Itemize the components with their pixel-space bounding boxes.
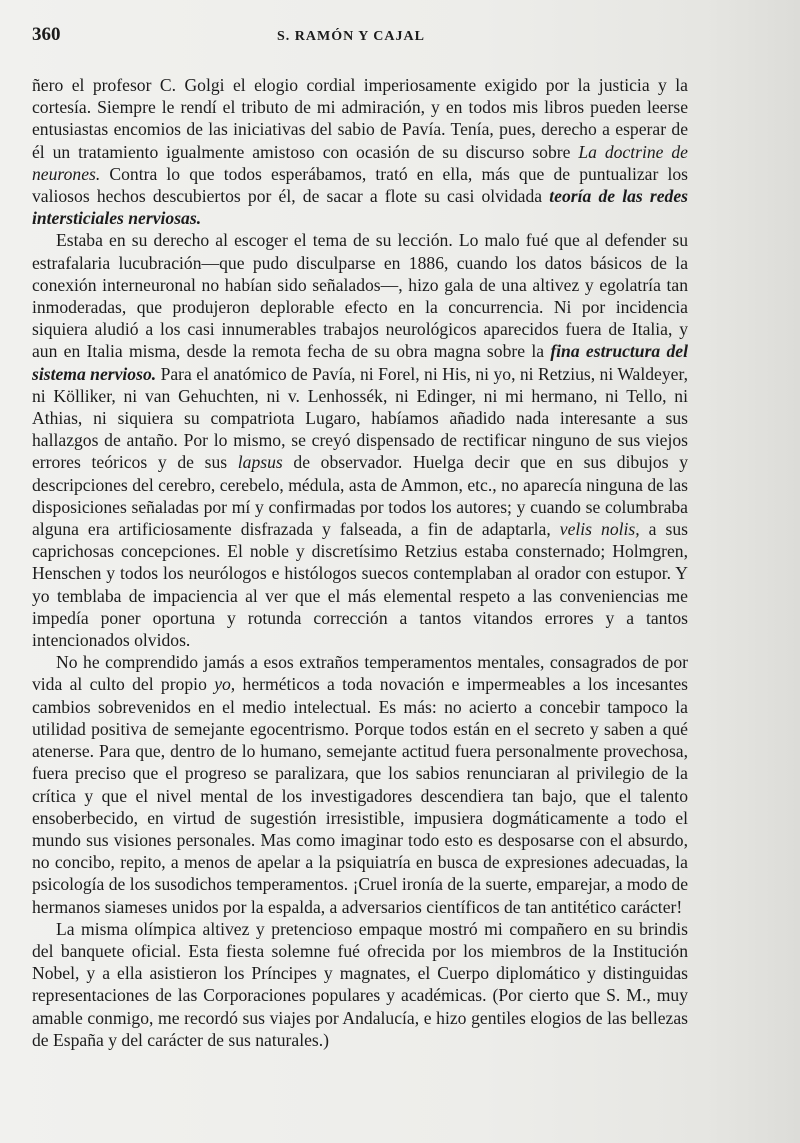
emphasized-text: teoría de las redes intersticiales nerviosas.: [32, 186, 689, 229]
text-run: La misma olímpica altivez y pretencioso empaque mostró mi compañero en su brindis del banquete oficial. Esta fiesta solemne fué ofrecida por los miembros de la Institución Nobel, y a ella asistieron los Príncipes y magnates, el Cuerpo diplomático y distinguidas representaciones de las Corporaciones populares y académicas. (Por cierto que S. M., muy amable conmigo, me recordó sus viajes por Andalucía, e hizo gentiles elogios de las bellezas de España y del carácter de sus naturales.): [32, 918, 688, 1050]
paragraph: [32, 918, 688, 1051]
page-header: [32, 24, 688, 50]
body-text: [32, 74, 688, 1051]
paragraph: [32, 651, 688, 917]
page-number: 360: [32, 24, 61, 45]
emphasized-text: velis nolis,: [559, 519, 640, 540]
emphasized-text: lapsus: [237, 452, 283, 473]
emphasized-text: La doctrine de neurones.: [32, 141, 688, 184]
text-run: ñero el profesor C. Golgi el elogio cordial imperiosamente exigido por la justicia y la cortesía. Siempre le rendí el tributo de mi admiración, y en todos mis libros pueden leerse entusiastas encomios de las iniciativas del sabio de Pavía. Tenía, pues, derecho a esperar de él un tratamiento igualmente amistoso con ocasión de su discurso sobre: [32, 75, 688, 162]
text-run: Contra lo que todos esperábamos, trató en ella, más que de puntualizar los valiosos hechos descubiertos por él, de sacar a flote su casi olvidada: [32, 163, 688, 207]
paragraph: [32, 74, 688, 229]
emphasized-text: fina estructura del sistema nervioso.: [32, 341, 688, 384]
text-run: No he comprendido jamás a esos extraños temperamentos mentales, consagrados de por vida al culto del propio: [32, 652, 688, 695]
text-run: de observador. Huelga decir que en sus dibujos y descripciones del cerebro, cerebelo, médula, asta de Ammon, etc., no aparecía ninguna de las disposiciones señaladas por mí y confirmadas por todos los autores; y cuando se columbraba alguna era artificiosamente disfrazada y falseada, a fin de adaptarla,: [32, 452, 689, 540]
text-run: Para el anatómico de Pavía, ni Forel, ni His, ni yo, ni Retzius, ni Waldeyer, ni Kölliker, ni van Gehuchten, ni v. Lenhossék, ni Edinger, ni mi hermano, ni Tello, ni Athias, ni siquiera su compatriota Lugaro, habíamos añadido nada interesante a sus hallazgos de antaño. Por lo mismo, se creyó dispensado de rectificar ninguno de sus viejos errores teóricos y de sus: [32, 363, 688, 473]
text-run: herméticos a toda novación e impermeables a los incesantes cambios sobrevenidos en el medio intelectual. Es más: no acierto a concebir tampoco la utilidad positiva de semejante egocentrismo. Porque todos están en el secreto y saben a qué atenerse. Para que, dentro de lo humano, semejante actitud fuera personalmente provechosa, fuera preciso que el progreso se paralizara, que los sabios renunciaran al privilegio de la crítica y que el nivel mental de los investigadores descendiera tan bajo, que el talento ensoberbecido, en virtud de sugestión irresistible, impusiera dogmáticamente a todo el mundo sus visiones personales. Mas como imaginar todo esto es desposarse con el absurdo, no concibo, repito, a menos de apelar a la psiquiatría en busca de expresiones adecuadas, la psicología de los susodichos temperamentos. ¡Cruel ironía de la suerte, emparejar, a modo de hermanos siameses unidos por la espalda, a adversarios científicos de tan antitético carácter!: [32, 674, 688, 917]
paragraph: [32, 229, 688, 651]
emphasized-text: yo,: [214, 674, 236, 695]
running-head: S. RAMÓN Y CAJAL: [277, 29, 425, 44]
text-run: a sus caprichosas concepciones. El noble y discretísimo Retzius estaba consternado; Holmgren, Henschen y todos los neurólogos e histólogos suecos contemplaban al orador con estupor. Y yo temblaba de impaciencia al ver que el más elemental respeto a las conveniencias me impedía poner oportuna y rotunda corrección a tantos vitandos errores y a tantos intencionados olvidos.: [32, 519, 688, 651]
text-run: Estaba en su derecho al escoger el tema de su lección. Lo malo fué que al defender su estrafalaria lucubración—que pudo disculparse en 1886, cuando los datos básicos de la conexión interneuronal no habían sido señalados—, hizo gala de una altivez y egolatría tan inmoderadas, que produjeron deplorable efecto en la concurrencia. Ni por incidencia siquiera aludió a los casi innumerables trabajos neurológicos aparecidos fuera de Italia, y aun en Italia misma, desde la remota fecha de su obra magna sobre la: [32, 230, 688, 362]
